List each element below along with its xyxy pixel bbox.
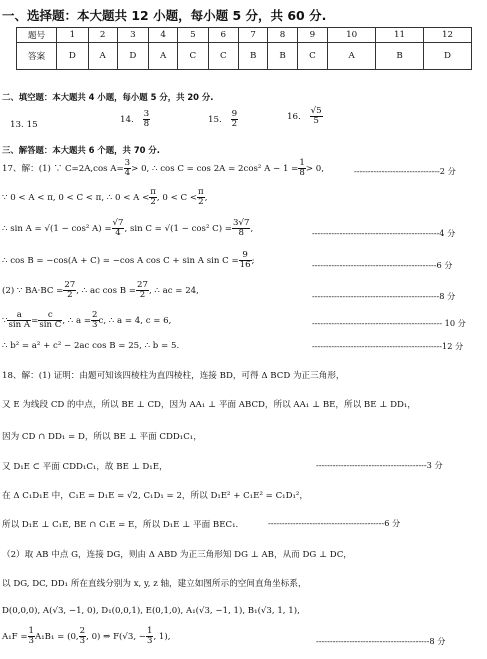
question-number: 3	[117, 28, 149, 43]
answer-label: 14.	[120, 115, 134, 126]
numerator: 3	[143, 109, 150, 119]
text: , ∴ a =	[62, 316, 92, 327]
fraction	[38, 311, 62, 330]
text: , 0) ⇒ F(√3, −	[86, 632, 146, 643]
text: , ∴ ac cos B =	[76, 286, 136, 297]
question-number: 10	[328, 28, 376, 43]
denominator: sin A	[8, 320, 31, 331]
numerator: 1	[28, 626, 35, 636]
fraction	[310, 107, 323, 126]
text: ∵ 0 < A < π, 0 < C < π, ∴ 0 < A <	[2, 193, 150, 204]
text: ∴ cos B = −cos(A + C) = −cos A cos C + sin A sin C =	[2, 256, 239, 267]
q18-line-3: 因为 CD ∩ DD₁ = D，所以 BE ⊥ 平面 CDD₁C₁，	[2, 432, 202, 442]
numerator: √7	[112, 218, 124, 228]
fraction	[298, 159, 305, 178]
numerator: a	[7, 311, 31, 321]
answer-cell: D	[117, 43, 149, 70]
q18-line-7: （2）取 AB 中点 G，连接 DG，则由 Δ ABD 为正三角形知 DG ⊥ AB，从而 DG ⊥ DC，	[2, 550, 352, 560]
text: 17、解：(1) ∵ C=2A,cos A=	[2, 164, 124, 175]
question-number: 2	[88, 28, 117, 43]
denominator: 2	[150, 197, 156, 208]
q18-line-10	[2, 627, 170, 646]
numerator: 1	[147, 626, 153, 636]
answer-cell: A	[149, 43, 178, 70]
denominator: 8	[299, 168, 305, 179]
answer-table	[16, 27, 472, 70]
question-number: 12	[423, 28, 471, 43]
text: ∵	[2, 316, 8, 327]
answer-cell: B	[268, 43, 297, 70]
fraction	[239, 251, 252, 270]
q17-line-4	[2, 251, 255, 270]
denominator: 2	[231, 119, 238, 130]
answer-cell: B	[376, 43, 424, 70]
denominator: 3	[28, 636, 35, 647]
section3-title: 三、解答题：本大题共 6 个题，共 70 分.	[2, 145, 160, 155]
answer-13: 13. 15	[10, 120, 38, 130]
denominator: 8	[238, 228, 244, 239]
q18-line-1: 18、解：(1) 证明：由题可知该四棱柱为直四棱柱，连接 BD，可得 Δ BCD 为正三角形，	[2, 371, 345, 381]
text: > 0,	[305, 164, 324, 175]
score-marker: ----------------------------------------------- 10 分	[312, 318, 466, 328]
section2-title: 二、填空题：本大题共 4 小题，每小题 5 分，共 20 分.	[2, 92, 214, 102]
fraction	[149, 188, 157, 207]
answer-cell: A	[88, 43, 117, 70]
q18-line-9: D(0,0,0), A(√3, −1, 0), D₁(0,0,1), E(0,1,0), A₁(√3, −1, 1), B₁(√3, 1, 1),	[2, 606, 300, 616]
section1-title: 一、选择题：本大题共 12 小题，每小题 5 分，共 60 分.	[2, 8, 327, 23]
answer-cell: C	[297, 43, 327, 70]
text: , sin C = √(1 − cos² C) =	[124, 224, 233, 235]
denominator: 3	[79, 636, 86, 647]
answer-15	[208, 110, 238, 129]
answer-label: 16.	[287, 112, 301, 123]
score-marker: ----------------------------------------------8 分	[312, 291, 456, 301]
text: c, ∴ a = 4, c = 6,	[98, 316, 172, 327]
denominator: 4	[115, 228, 121, 239]
text: (2) ∵ BA·BC =	[2, 286, 64, 297]
fraction	[7, 311, 31, 330]
fraction	[63, 281, 76, 300]
q17-line-7: ∴ b² = a² + c² − 2ac cos B = 25, ∴ b = 5.	[2, 341, 180, 351]
fraction	[231, 110, 239, 129]
denominator: 2	[67, 290, 73, 301]
numerator: 3√7	[233, 218, 250, 228]
score-marker: ---------------------------------------------6 分	[312, 260, 453, 270]
fraction	[143, 110, 151, 129]
score-marker: ----------------------------------------------4 分	[312, 228, 456, 238]
numerator: √5	[310, 106, 322, 116]
denominator: 16	[239, 260, 251, 271]
denominator: 5	[313, 116, 319, 127]
text: A₁B₁ = (0,	[35, 632, 79, 643]
fraction	[197, 188, 205, 207]
question-number: 1	[57, 28, 89, 43]
numerator: π	[198, 187, 204, 197]
denominator: 3	[147, 636, 153, 647]
q17-line-2	[2, 188, 207, 207]
numerator: 2	[92, 310, 98, 320]
answer-cell: A	[328, 43, 376, 70]
score-marker: -----------------------------------------8 分	[316, 636, 446, 646]
denominator: 4	[124, 168, 131, 179]
q17-line-5	[2, 281, 199, 300]
denominator: 8	[143, 119, 150, 130]
q18-line-4: 又 D₁E ⊂ 平面 CDD₁C₁，故 BE ⊥ D₁E，	[2, 462, 168, 472]
question-number: 6	[208, 28, 238, 43]
numerator: 27	[137, 280, 148, 290]
q18-line-5: 在 Δ C₁D₁E 中，C₁E = D₁E = √2, C₁D₁ = 2，所以 D₁E² + C₁E² = C₁D₁²，	[2, 491, 308, 501]
row-label: 题号	[17, 28, 57, 43]
question-number: 5	[178, 28, 208, 43]
text: =	[31, 316, 39, 327]
question-number: 9	[297, 28, 327, 43]
answer-cell: D	[423, 43, 471, 70]
answer-16	[287, 107, 323, 126]
q17-line-1	[2, 159, 324, 178]
text: > 0, ∴ cos C = cos 2A = 2cos² A − 1 =	[131, 164, 299, 175]
score-marker: ------------------------------------------6 分	[268, 518, 401, 528]
fraction	[136, 281, 149, 300]
text: ,	[250, 224, 254, 235]
text: , 1),	[153, 632, 171, 643]
denominator: 2	[198, 197, 204, 208]
text: ∴ sin A = √(1 − cos² A) =	[2, 224, 112, 235]
text: ;	[251, 256, 255, 267]
answer-cell: B	[239, 43, 268, 70]
denominator: 2	[139, 290, 146, 301]
text: , ∴ ac = 24,	[148, 286, 199, 297]
fraction	[91, 311, 98, 330]
answer-cell: C	[208, 43, 238, 70]
answer-label: 15.	[208, 115, 222, 126]
q18-line-8: 以 DG, DC, DD₁ 所在直线分别为 x, y, z 轴，建立如图所示的空间直角坐标系，	[2, 579, 307, 589]
table-row	[17, 43, 472, 70]
question-number: 7	[239, 28, 268, 43]
q18-line-6: 所以 D₁E ⊥ C₁E, BE ∩ C₁E = E，所以 D₁E ⊥ 平面 BEC₁.	[2, 520, 239, 530]
text: ,	[204, 193, 208, 204]
numerator: 3	[124, 158, 131, 168]
fraction	[112, 219, 125, 238]
numerator: 9	[239, 251, 252, 261]
numerator: π	[150, 187, 156, 197]
fraction	[28, 627, 35, 646]
question-number: 4	[149, 28, 178, 43]
table-row	[17, 28, 472, 43]
question-number: 8	[268, 28, 297, 43]
score-marker: -----------------------------------------------12 分	[312, 341, 464, 351]
answer-cell: D	[57, 43, 89, 70]
numerator: 27	[64, 280, 76, 290]
denominator: sin C	[39, 320, 62, 331]
score-marker: ----------------------------------------3 分	[316, 460, 443, 470]
text: A₁F =	[2, 632, 28, 643]
score-marker: -------------------------------2 分	[354, 166, 456, 176]
q17-line-6	[2, 311, 171, 330]
fraction	[79, 627, 86, 646]
answer-cell: C	[178, 43, 208, 70]
q18-line-2: 又 E 为线段 CD 的中点，所以 BE ⊥ CD，因为 AA₁ ⊥ 平面 ABCD，所以 AA₁ ⊥ BE，所以 BE ⊥ DD₁，	[2, 400, 416, 410]
numerator: 9	[231, 109, 238, 119]
denominator: 3	[92, 320, 98, 331]
question-number: 11	[376, 28, 424, 43]
fraction	[232, 219, 250, 238]
text: , 0 < C <	[156, 193, 198, 204]
answer-14	[120, 110, 150, 129]
numerator: 2	[79, 626, 86, 636]
row-label: 答案	[17, 43, 57, 70]
numerator: 1	[299, 158, 305, 168]
q17-line-3	[2, 219, 253, 238]
numerator: c	[38, 311, 62, 321]
